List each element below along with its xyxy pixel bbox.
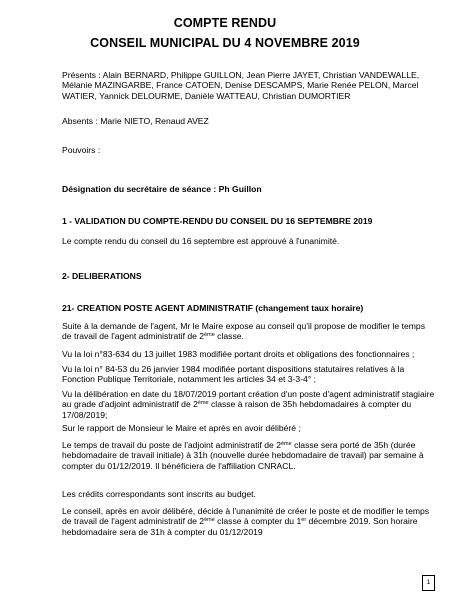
text-line [62, 440, 424, 450]
item21-paragraph-2: Vu la loi n°83-634 du 13 juillet 1983 modifiée portant droits et obligations des fonctionnaires ; [62, 349, 415, 359]
text-fragment: classe à compter du 1 [214, 516, 302, 527]
item21-paragraph-3 [62, 364, 404, 385]
text-fragment: de travail de l'agent administratif de 2 [62, 516, 205, 527]
document-subtitle: CONSEIL MUNICIPAL DU 4 NOVEMBRE 2019 [90, 36, 360, 50]
absents-line: Absents : Marie NIETO, Renaud AVEZ [62, 116, 209, 126]
text-line [62, 516, 429, 526]
text-line: Vu la loi n° 84-53 du 26 janvier 1984 modifiée portant dispositions statutaires relatives à la [62, 364, 405, 374]
text-line [62, 331, 425, 341]
item21-number: 21- [62, 303, 75, 313]
text-line: Suite à la demande de l'agent, Mr le Maire expose au conseil qu'il propose de modifier le temps [62, 321, 425, 331]
presents-line: WATIER, Yannick DELOURME, Danièle WATTEAU, Christian DUMORTIER [62, 90, 351, 101]
item21-title: CREATION POSTE AGENT ADMINISTRATIF (changement taux horaire) [76, 303, 364, 313]
text-line [62, 399, 434, 409]
item21-paragraph-1 [62, 321, 425, 342]
text-fragment: Le temps de travail du poste de l'adjoint administratif de 2 [62, 440, 281, 450]
section1-body: Le compte rendu du conseil du 16 septembre est approuvé à l'unanimité. [62, 236, 340, 246]
superscript: ème [281, 441, 292, 447]
section2-heading: 2- DELIBERATIONS [62, 271, 142, 281]
section1-heading: 1 - VALIDATION DU COMPTE-RENDU DU CONSEIL DU 16 SEPTEMBRE 2019 [62, 216, 373, 226]
page-number: 1 [422, 575, 435, 591]
superscript: ème [204, 517, 215, 524]
item21-heading [62, 303, 363, 313]
item21-paragraph-7: Les crédits correspondants sont inscrits au budget. [62, 489, 256, 499]
item21-paragraph-5: Sur le rapport de Monsieur le Maire et après en avoir délibéré ; [62, 423, 301, 433]
superscript: ème [197, 400, 209, 407]
text-line: 17/08/2019; [62, 409, 108, 420]
document-title: COMPTE RENDU [173, 16, 277, 30]
item21-paragraph-8 [62, 506, 429, 537]
presents-line: Présents : Alain BERNARD, Philippe GUILLON, Jean Pierre JAYET, Christian VANDEWALLE, [62, 70, 420, 80]
text-line: hebdomadaire de travail initiale) à 31h (nouvelle durée hebdomadaire de travail) par semaine à [62, 450, 424, 461]
superscript: er [301, 517, 307, 524]
text-fragment: classe à raison de 35h hebdomadaires à compter du [208, 399, 412, 410]
text-line: Le conseil, après en avoir délibéré, décide à l'unanimité de créer le poste et de modifier le temps [62, 506, 430, 516]
text-fragment: classe. [214, 331, 244, 342]
secretaire-line: Désignation du secrétaire de séance : Ph Guillon [62, 184, 262, 194]
item21-paragraph-6 [62, 440, 424, 471]
text-line: Fonction Publique Territoriale, notamment les articles 34 et 3-3-4° ; [62, 374, 317, 385]
text-line: compter du 01/12/2019. Il bénéficiera de l'affiliation CNRACL. [62, 460, 296, 471]
presents-line: Mélanie MAZINGARBE, France CATOEN, Denise DESCAMPS, Marie Renée PELON, Marcel [62, 80, 419, 91]
item21-paragraph-4 [62, 389, 434, 420]
text-line: Vu la délibération en date du 18/07/2019 portant création d'un poste d'agent administratif stagiaire [62, 389, 435, 399]
text-fragment: classe sera porté de 35h (durée [291, 440, 416, 450]
text-line: hebdomadaire sera de 31h à compter du 01/12/2019 [62, 526, 263, 537]
text-fragment: au grade d'adjoint administratif de 2 [62, 399, 198, 410]
text-fragment: décembre 2019. Son horaire [306, 516, 418, 527]
text-fragment: de travail de l'agent administratif de 2 [62, 331, 205, 342]
presents-paragraph [62, 70, 419, 101]
superscript: ème [204, 332, 215, 339]
pouvoirs-line: Pouvoirs : [62, 145, 101, 155]
